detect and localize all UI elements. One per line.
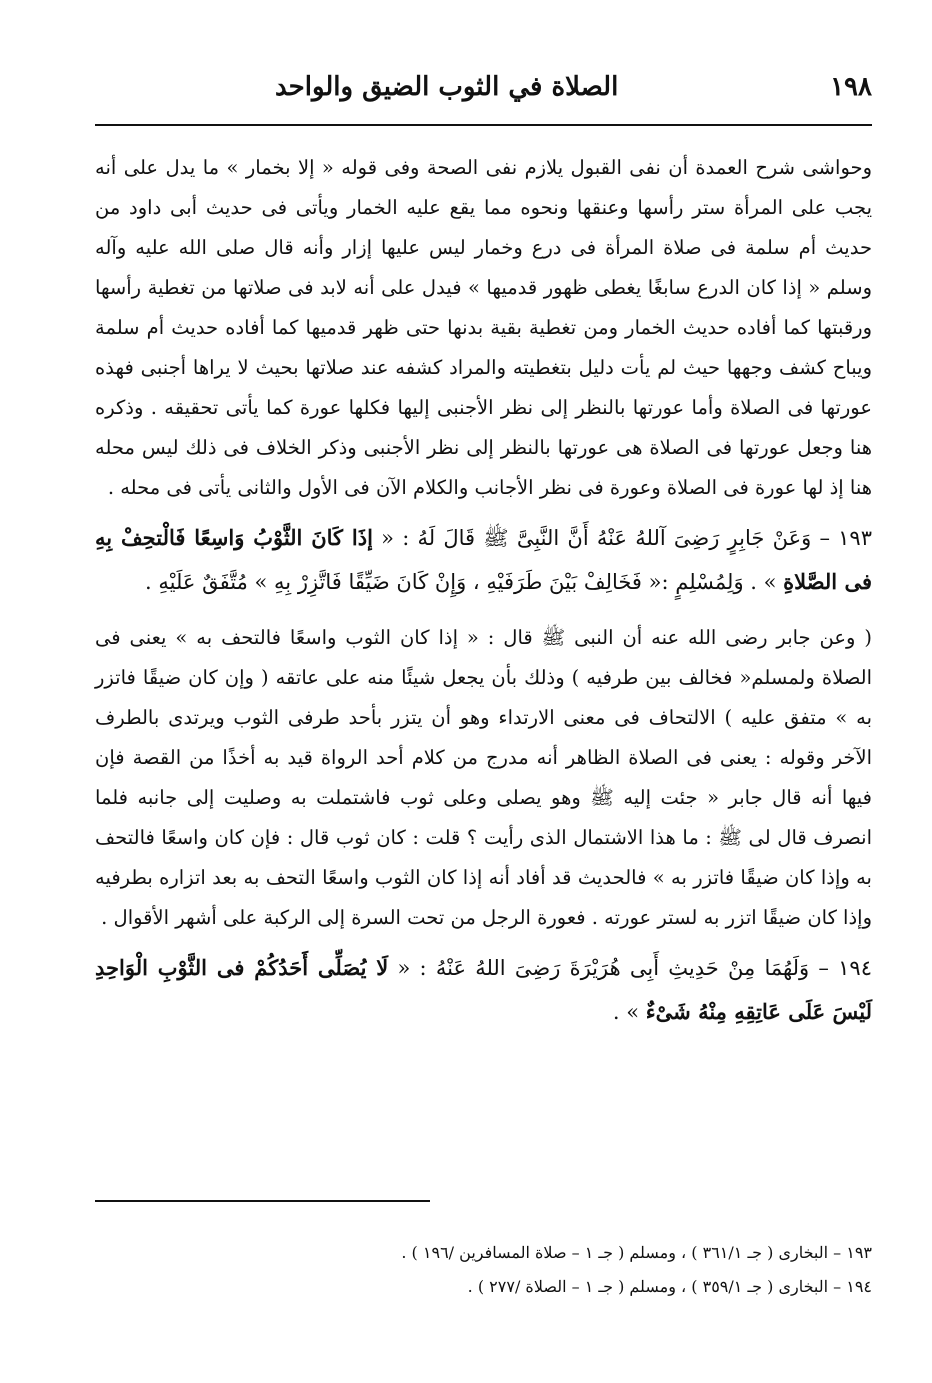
header-rule bbox=[95, 124, 872, 126]
commentary-paragraph-1: وحواشى شرح العمدة أن نفى القبول يلازم نفى الصحة وفى قوله « إلا بخمار » ما يدل على أنه يجب على المرأة ستر رأسها وعنقها ونحوه مما يقع عليه الخمار ويأتى فى حديث أبى داود من حديث أم سلمة فى صلاة المرأة فى درع وخمار ليس عليها إزار وأنه قال صلى الله عليه وآله وسلم « إذا كان الدرع سابغًا يغطى ظهور قدميها » فيدل على أنه لابد فى صلاتها من تغطية رأسها ورقبتها كما أفاده حديث الخمار ومن تغطية بقية بدنها حتى ظهر قدميها كما أفاده حديث أم سلمة ويباح كشف وجهها حيث لم يأت دليل بتغطيته والمراد كشفه عند صلاتها بحيث لا يراها أجنبى فهذه عورتها فى الصلاة وأما عورتها بالنظر إلى نظر الأجنبى إليها فكلها عورة كما يأتى تحقيقه . وذكره هنا وجعل عورتها فى الصلاة هى عورتها بالنظر إلى نظر الأجنبى وذكر الخلاف فى ذلك ليس محله هنا إذ لها عورة فى الصلاة وعورة فى نظر الأجانب والكلام الآن فى الأول والثانى يأتى فى محله . bbox=[95, 156, 872, 499]
page-number: ١٩٨ bbox=[830, 72, 872, 102]
hadith-194-tail: » . bbox=[612, 1000, 640, 1024]
main-text bbox=[95, 148, 872, 1048]
page-header bbox=[95, 62, 872, 112]
running-title: الصلاة في الثوب الضيق والواحد bbox=[275, 72, 619, 102]
hadith-193-lead: ١٩٣ – وَعَنْ جَابِرٍ رَضِىَ آللهُ عَنْهُ أَنَّ النَّبِىَّ ﷺ قَالَ لَهُ : « bbox=[381, 526, 872, 550]
hadith-193-tail: » . وَلِمُسْلِمٍ :« فَخَالِفْ بَيْنَ طَرَفَيْهِ ، وَإِنْ كَانَ ضَيِّقًا فَاتَّزِرْ بِهِ » مُتَّفَقٌ عَلَيْهِ . bbox=[145, 570, 777, 594]
commentary-paragraph-2: ( وعن جابر رضى الله عنه أن النبى ﷺ قال : « إذا كان الثوب واسعًا فالتحف به » يعنى فى الصلاة ولمسلم« فخالف بين طرفيه ) وذلك بأن يجعل شيئًا منه على عاتقه ( وإن كان ضيقًا فاتزر به » متفق عليه ) الالتحاف فى معنى الارتداء وهو أن يتزر بأحد طرفى الثوب ويرتدى بالطرف الآخر وقوله : يعنى فى الصلاة الظاهر أنه مدرج من كلام أحد الرواة قيد به أخذًا من القصة فإن فيها أنه قال جابر « جئت إليه ﷺ وهو يصلى وعلى ثوب فاشتملت به وصليت إلى جانبه فلما انصرف قال لى ﷺ : ما هذا الاشتمال الذى رأيت ؟ قلت : كان ثوب قال : فإن كان واسعًا فالتحف به وإذا كان ضيقًا فاتزر به » فالحديث قد أفاد أنه إذا كان الثوب واسعًا التحف به بعد اتزاره بطرفيه وإذا كان ضيقًا اتزر به لستر عورته . فعورة الرجل من تحت السرة إلى الركبة على أشهر الأقوال . bbox=[95, 626, 872, 929]
footnotes bbox=[95, 1236, 872, 1304]
footnote-rule bbox=[95, 1200, 430, 1202]
hadith-194-lead: ١٩٤ – وَلَهُمَا مِنْ حَدِيثِ أَبِى هُرَيْرَةَ رَضِىَ اللهُ عَنْهُ : « bbox=[397, 956, 872, 980]
footnote-194: ١٩٤ – البخارى ( جـ ٣٥٩/١ ) ، ومسلم ( جـ ١ – الصلاة /٢٧٧ ) . bbox=[467, 1277, 872, 1296]
hadith-193 bbox=[95, 516, 872, 604]
hadith-194 bbox=[95, 946, 872, 1034]
hadith-194-text: لَا يُصَلِّى أَحَدُكُمْ فى الثَّوْبِ الْوَاحِدِ لَيْسَ عَلَى عَاتِقِهِ مِنْهُ شَىْءٌ bbox=[95, 955, 872, 1024]
hadith-193-text: إذَا كَانَ الثَّوْبُ وَاسِعًا فَالْتحِفْ بِهِ فى الصَّلاةِ bbox=[95, 525, 872, 594]
footnote-193: ١٩٣ – البخارى ( جـ ٣٦١/١ ) ، ومسلم ( جـ ١ – صلاة المسافرين /١٩٦ ) . bbox=[401, 1243, 872, 1262]
